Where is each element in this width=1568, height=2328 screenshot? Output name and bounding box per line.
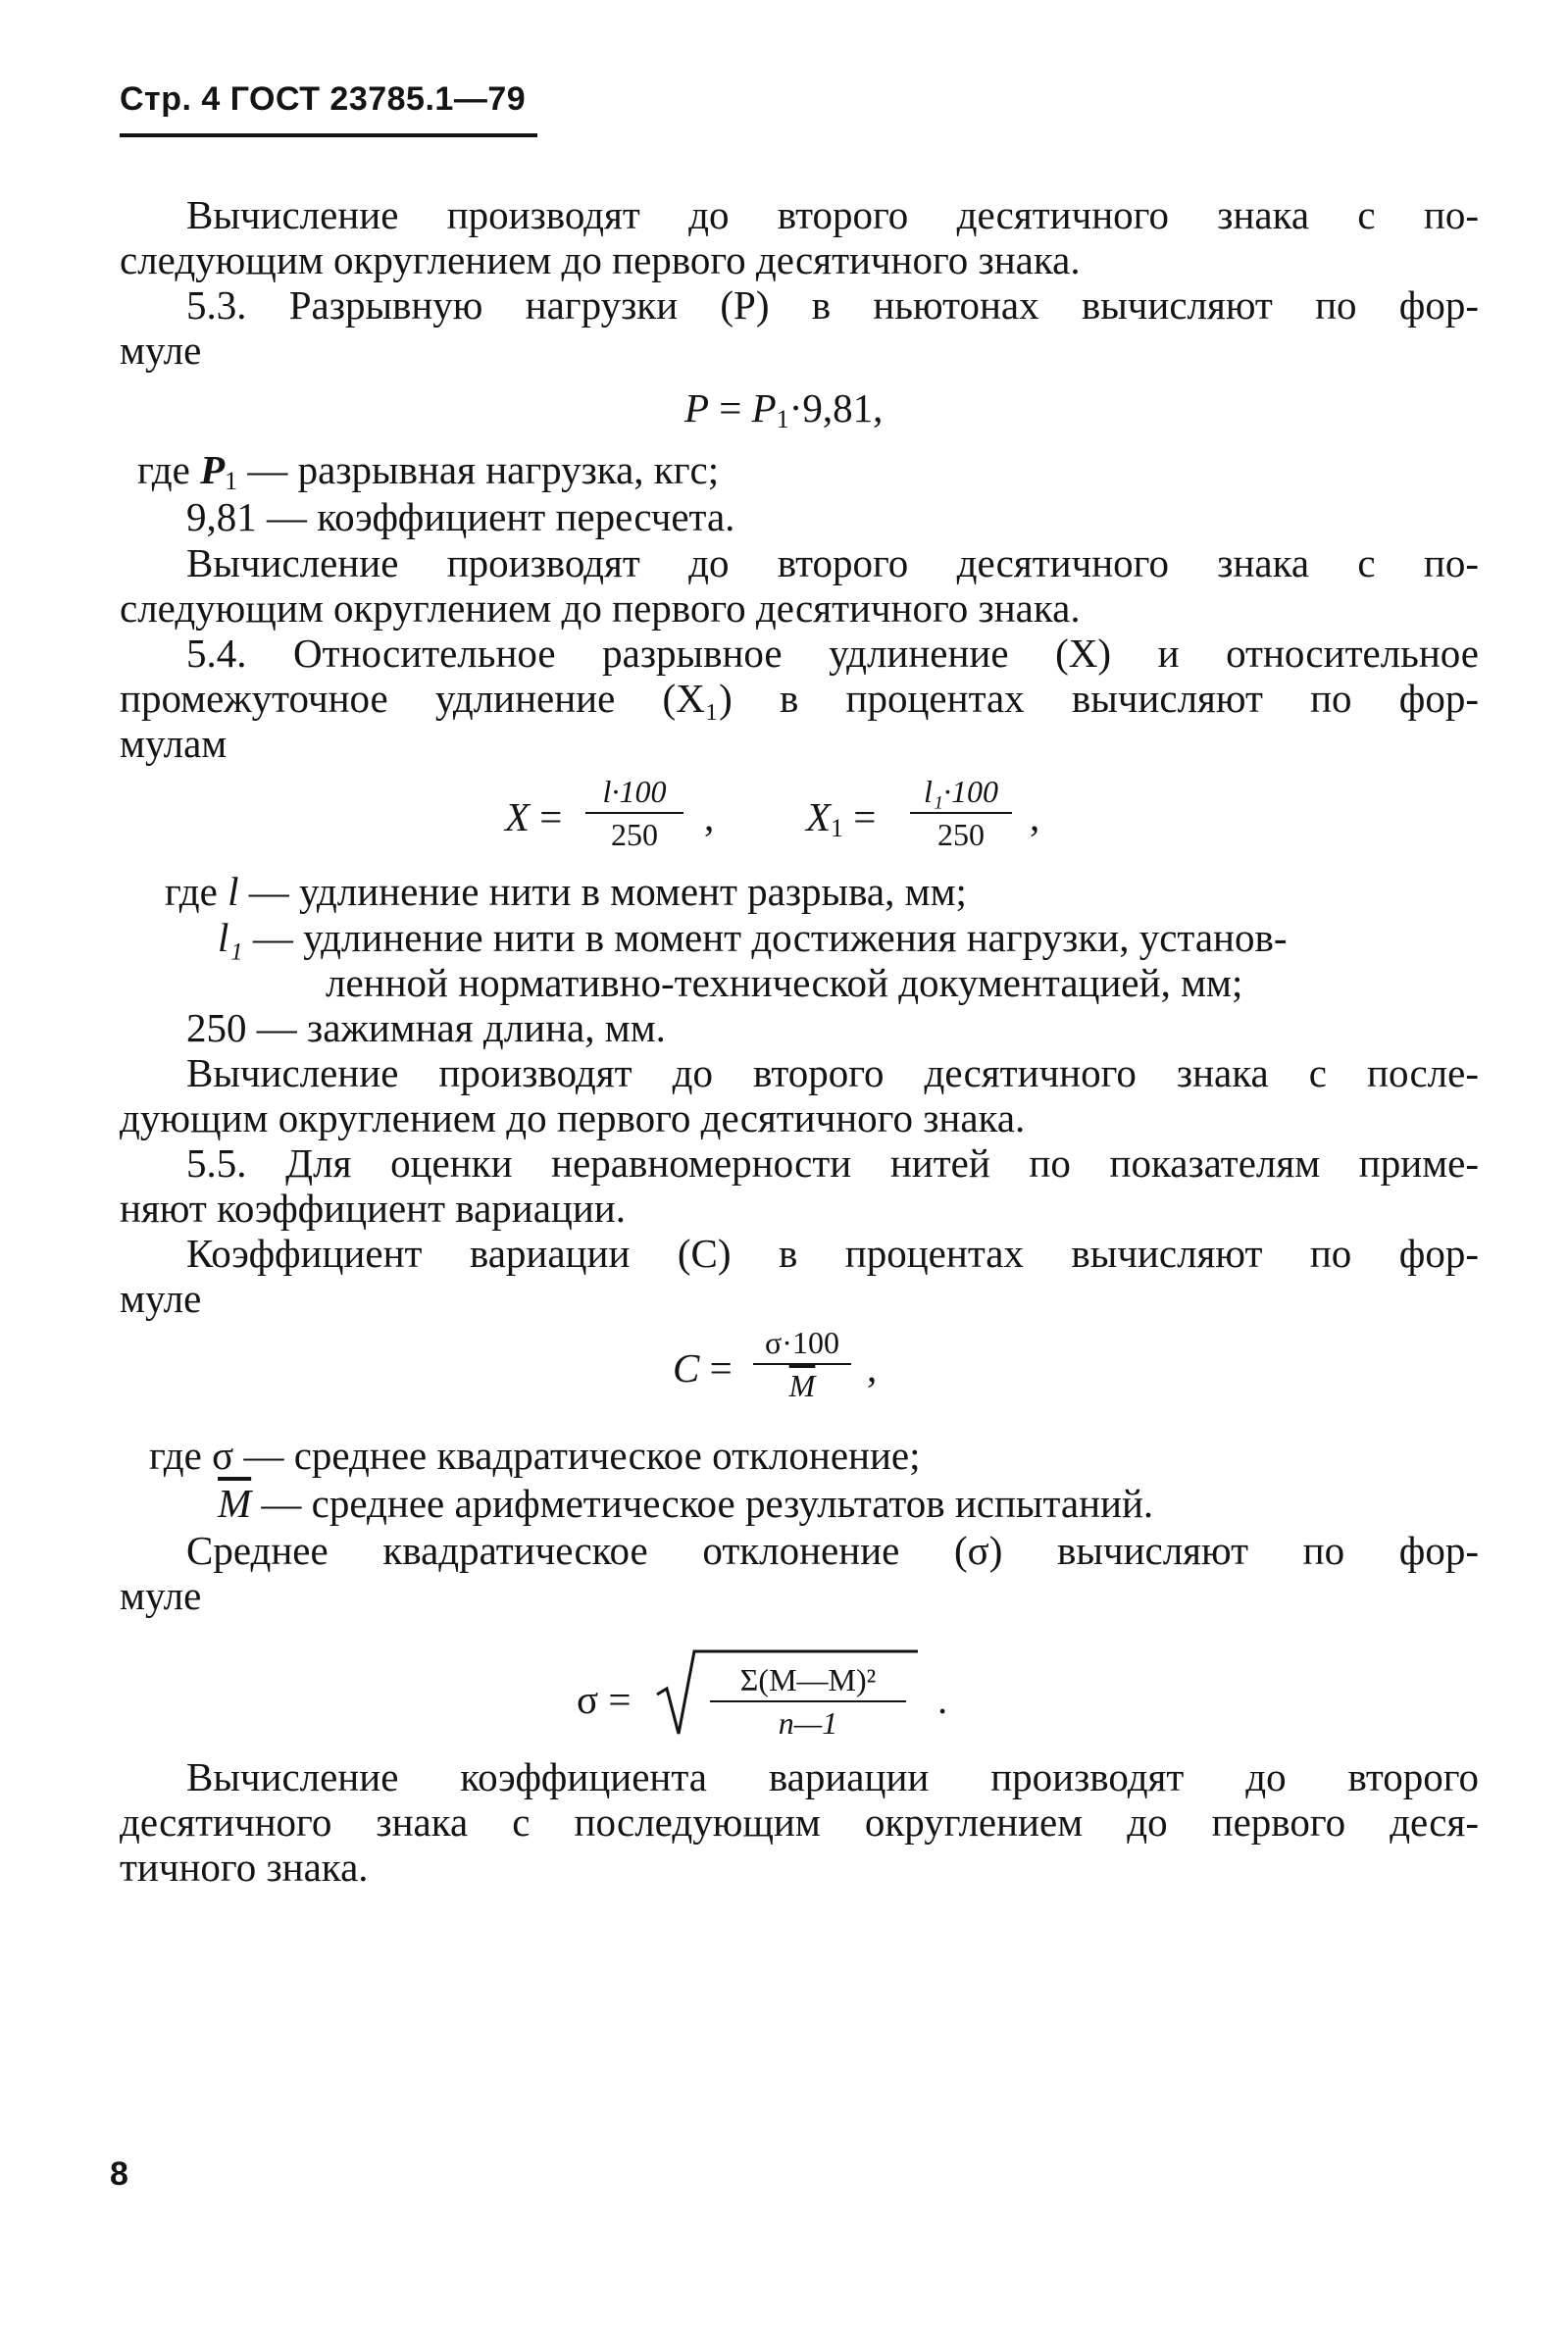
formula-x-fraction: [585, 775, 683, 851]
formula-c-denominator: M: [788, 1368, 816, 1403]
paragraph-line: Вычисление производят до второго десятичного знака с по-: [186, 192, 1479, 237]
section-5-3-line: муле: [120, 328, 202, 373]
section-5-5-line: 5.5. Для оценки неравномерности нитей по показателям приме-: [186, 1140, 1479, 1186]
formula-x-lhs: X =: [505, 794, 563, 839]
paragraph-line: следующим округлением до первого десятичного знака.: [120, 237, 1081, 282]
formula-x-numerator: l·100: [602, 774, 667, 809]
page-header: Стр. 4 ГОСТ 23785.1—79: [120, 80, 527, 118]
paragraph-line: следующим округлением до первого десятичного знака.: [120, 585, 1081, 631]
formula-sigma-denominator: n—1: [778, 1705, 838, 1741]
formula-p: $P = P_1\cdot 9,81$,: [684, 385, 884, 433]
paragraph-line: Вычисление производят до второго десятичного знака с по-: [186, 540, 1479, 585]
formula-c-numerator: σ·100: [765, 1325, 839, 1360]
header-rule: [120, 133, 537, 137]
formula-x1-fraction: [910, 775, 1012, 851]
formula-x-denominator: 250: [611, 817, 658, 852]
formula-sigma-numerator: Σ(M—M)²: [739, 1662, 877, 1697]
formula-x-comma: ,: [704, 794, 715, 839]
sko-line: Среднее квадратическое отклонение (σ) вычисляют по фор-: [186, 1528, 1479, 1573]
formula-x1-denominator: 250: [937, 817, 985, 852]
formula-sigma-lhs: σ =: [577, 1677, 632, 1722]
final-line: Вычисление коэффициента вариации производят до второго: [186, 1754, 1479, 1799]
section-5-4-line: мулам: [120, 721, 228, 766]
formula-x1-comma: ,: [1030, 794, 1040, 839]
paragraph-line: Вычисление производят до второго десятичного знака с после-: [186, 1050, 1479, 1095]
section-5-4-line: 5.4. Относительное разрывное удлинение (X) и относительное: [186, 631, 1479, 676]
where-l1: l₁ — удлинение нити в момент достижения нагрузки, установ-: [218, 915, 1288, 960]
where-sigma: где σ — среднее квадратическое отклонение;: [149, 1433, 921, 1478]
formula-x1-numerator: l₁·100: [923, 774, 998, 809]
where-p1: где $P_1$ — разрывная нагрузка, кгс;: [137, 447, 720, 495]
formula-c-lhs: C =: [673, 1345, 733, 1391]
formula-sigma-end: .: [937, 1677, 948, 1722]
final-line: тичного знака.: [120, 1845, 369, 1890]
coef-var-line: Коэффициент вариации (C) в процентах вычисляют по фор-: [186, 1231, 1479, 1276]
section-5-4-line: промежуточное удлинение (X₁) в процентах вычисляют по фор-: [120, 676, 1479, 721]
section-5-3-line: 5.3. Разрывную нагрузки (P) в ньютонах вычисляют по фор-: [186, 282, 1479, 328]
final-line: десятичного знака с последующим округлением до первого деся-: [120, 1799, 1479, 1845]
section-5-5-line: няют коэффициент вариации.: [120, 1186, 627, 1231]
where-981: 9,81 — коэффициент пересчета.: [186, 494, 735, 539]
page-number: 8: [110, 2155, 128, 2193]
where-250: 250 — зажимная длина, мм.: [186, 1005, 666, 1050]
where-l1-cont: ленной нормативно-технической документацией, мм;: [326, 960, 1243, 1005]
coef-var-line: муле: [120, 1276, 202, 1321]
where-m: $\overline{M}$ — среднее арифметическое результатов испытаний.: [218, 1481, 1154, 1526]
formula-c-comma: ,: [867, 1345, 878, 1391]
where-l: где l — удлинение нити в момент разрыва, мм;: [165, 869, 967, 914]
formula-c-fraction: [753, 1326, 851, 1402]
formula-sigma-fraction: [710, 1663, 906, 1740]
sko-line: муле: [120, 1573, 202, 1618]
formula-x1-lhs: $X_1$ =: [806, 794, 877, 842]
paragraph-line: дующим округлением до первого десятичного знака.: [120, 1095, 1026, 1140]
